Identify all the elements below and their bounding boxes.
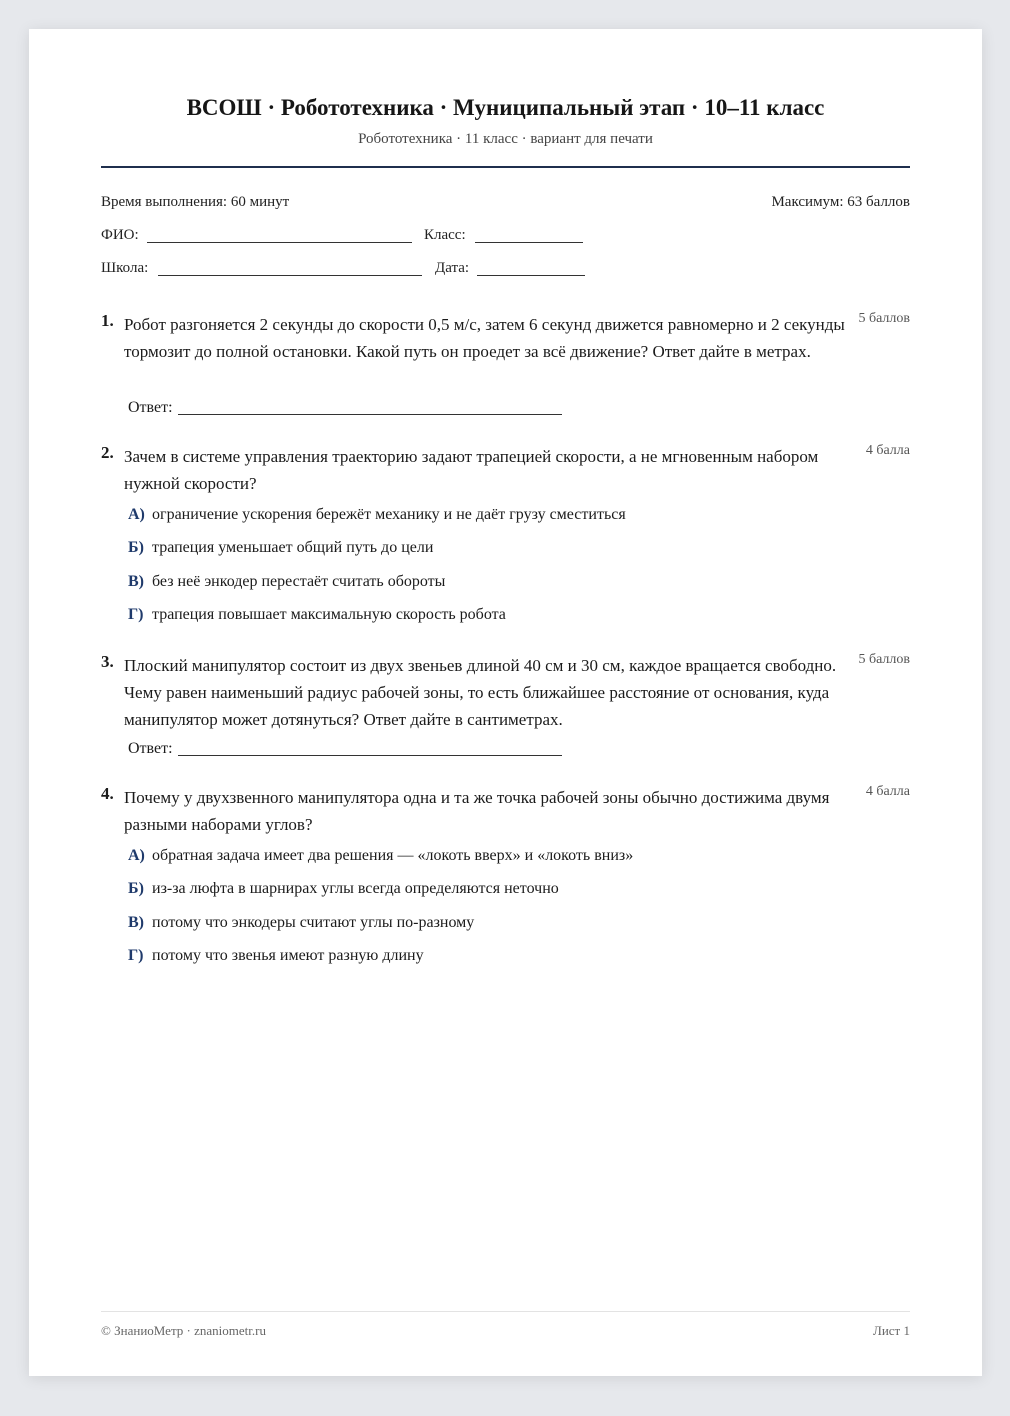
question-number: 3. bbox=[101, 652, 114, 671]
question-number: 2. bbox=[101, 443, 114, 462]
date-label: Дата: bbox=[435, 260, 470, 276]
option-letter: Г) bbox=[128, 606, 144, 623]
option-text: потому что звенья имеют разную длину bbox=[152, 947, 424, 964]
page-number: Лист 1 bbox=[873, 1323, 910, 1338]
fio-field[interactable] bbox=[147, 242, 412, 243]
date-field[interactable] bbox=[477, 275, 585, 276]
class-field[interactable] bbox=[475, 242, 583, 243]
question-number: 4. bbox=[101, 784, 114, 803]
option-letter: В) bbox=[128, 573, 144, 590]
answer-row bbox=[128, 399, 173, 417]
school-label: Школа: bbox=[101, 260, 149, 276]
option-text: обратная задача имеет два решения — «локоть вверх» и «локоть вниз» bbox=[152, 847, 634, 864]
answer-row bbox=[128, 740, 173, 758]
field-row-school bbox=[101, 260, 910, 282]
option-a[interactable] bbox=[128, 506, 626, 524]
option-a[interactable] bbox=[128, 847, 633, 865]
option-text: трапеция повышает максимальную скорость робота bbox=[152, 606, 506, 623]
option-text: без неё энкодер перестаёт считать обороты bbox=[152, 573, 446, 590]
option-letter: А) bbox=[128, 847, 145, 864]
footer-divider bbox=[101, 1311, 910, 1312]
option-letter: Б) bbox=[128, 880, 144, 897]
page-subtitle: Робототехника · 11 класс · вариант для печати bbox=[358, 131, 653, 147]
question-text: Робот разгоняется 2 секунды до скорости 0,5 м/с, затем 6 секунд движется равномерно и 2 секунды тормозит до полной остановки. Какой путь он проедет за всё движение? Ответ дайте в метрах. bbox=[124, 315, 845, 361]
option-text: из-за люфта в шарнирах углы всегда определяются неточно bbox=[152, 880, 559, 897]
fio-label: ФИО: bbox=[101, 227, 139, 243]
option-b[interactable] bbox=[128, 539, 433, 557]
question-text: Почему у двухзвенного манипулятора одна и та же точка рабочей зоны обычно достижима двумя разными наборами углов? bbox=[124, 788, 830, 834]
class-label: Класс: bbox=[424, 227, 466, 243]
option-c[interactable] bbox=[128, 914, 474, 932]
answer-label: Ответ: bbox=[128, 399, 173, 416]
option-text: ограничение ускорения бережёт механику и не даёт грузу сместиться bbox=[152, 506, 626, 523]
option-c[interactable] bbox=[128, 573, 445, 591]
question-number: 1. bbox=[101, 311, 114, 330]
option-d[interactable] bbox=[128, 606, 506, 624]
time-limit: Время выполнения: 60 минут bbox=[101, 194, 290, 210]
answer-label: Ответ: bbox=[128, 740, 173, 757]
option-d[interactable] bbox=[128, 947, 424, 965]
exam-sheet bbox=[29, 29, 982, 1376]
question-points: 5 баллов bbox=[858, 311, 910, 326]
page-title: ВСОШ · Робототехника · Муниципальный этап · 10–11 класс bbox=[186, 95, 825, 120]
option-letter: А) bbox=[128, 506, 145, 523]
header-divider bbox=[101, 166, 910, 168]
option-text: трапеция уменьшает общий путь до цели bbox=[152, 539, 434, 556]
option-text: потому что энкодеры считают углы по-разному bbox=[152, 914, 475, 931]
question-points: 4 балла bbox=[865, 784, 910, 799]
answer-field[interactable] bbox=[178, 414, 562, 415]
option-letter: В) bbox=[128, 914, 144, 931]
option-b[interactable] bbox=[128, 880, 559, 898]
option-letter: Б) bbox=[128, 539, 144, 556]
question-text: Зачем в системе управления траекторию задают трапецией скорости, а не мгновенным набором нужной скорости? bbox=[124, 447, 819, 493]
question-points: 5 баллов bbox=[858, 652, 910, 667]
question-text: Плоский манипулятор состоит из двух звеньев длиной 40 см и 30 см, каждое вращается свободно. Чему равен наименьший радиус рабочей зоны, то есть ближайшее расстояние от основания, куда манипулятор может дотянуться? Ответ дайте в сантиметрах. bbox=[124, 656, 837, 729]
meta-row bbox=[101, 194, 910, 211]
question-points: 4 балла bbox=[865, 443, 910, 458]
max-score: Максимум: 63 баллов bbox=[771, 194, 910, 210]
field-row-fio bbox=[101, 227, 910, 249]
footer-copyright[interactable]: © ЗнаниоМетр · znaniometr.ru bbox=[101, 1323, 266, 1338]
option-letter: Г) bbox=[128, 947, 144, 964]
school-field[interactable] bbox=[158, 275, 422, 276]
answer-field[interactable] bbox=[178, 755, 562, 756]
footer bbox=[101, 1323, 910, 1339]
